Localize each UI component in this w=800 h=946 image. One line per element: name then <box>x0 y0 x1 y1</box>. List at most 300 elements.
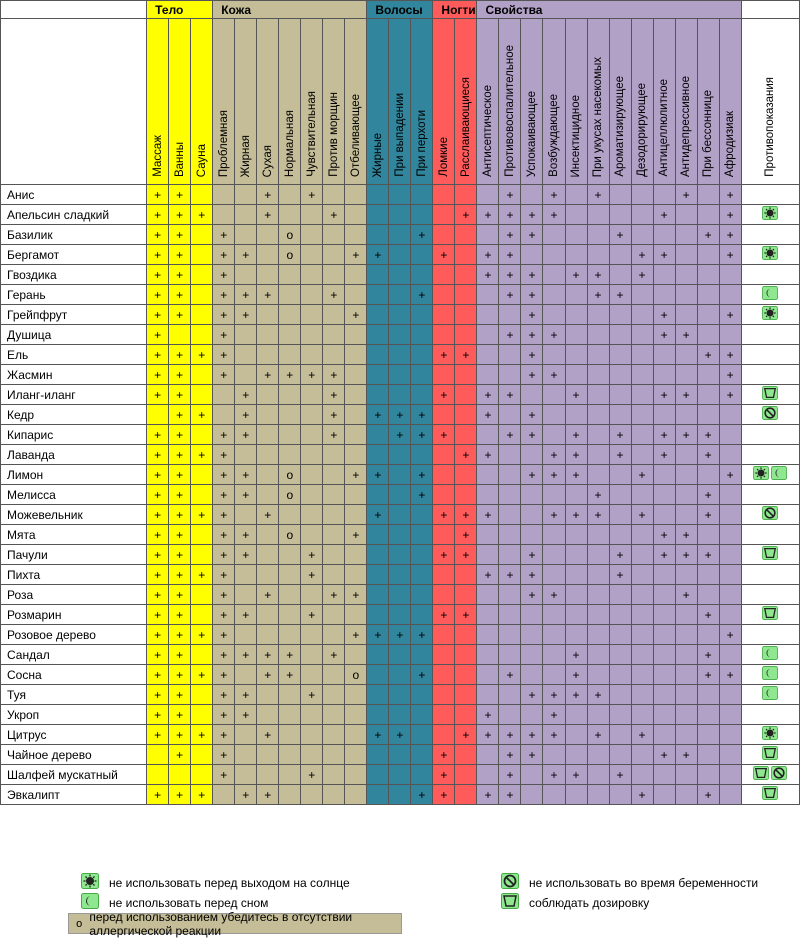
table-cell <box>345 185 367 205</box>
table-cell <box>235 225 257 245</box>
table-cell <box>235 365 257 385</box>
column-header <box>367 19 389 185</box>
table-cell <box>257 405 279 425</box>
column-header <box>697 19 719 185</box>
table-cell <box>675 725 697 745</box>
table-cell <box>609 325 631 345</box>
table-cell <box>565 565 587 585</box>
table-cell <box>279 285 301 305</box>
table-cell: + <box>235 425 257 445</box>
table-cell: + <box>433 765 455 785</box>
table-cell: + <box>257 725 279 745</box>
table-cell: + <box>235 685 257 705</box>
table-cell <box>323 745 345 765</box>
table-cell <box>279 605 301 625</box>
table-cell: + <box>653 425 675 445</box>
table-cell <box>719 565 741 585</box>
group-header: Волосы <box>367 1 433 19</box>
column-header <box>521 19 543 185</box>
table-cell <box>191 705 213 725</box>
table-cell <box>609 245 631 265</box>
table-cell: + <box>675 325 697 345</box>
table-cell <box>191 485 213 505</box>
table-cell <box>301 225 323 245</box>
table-cell <box>631 365 653 385</box>
table-cell <box>631 645 653 665</box>
table-cell <box>301 785 323 805</box>
allergy-mark: o <box>76 917 83 930</box>
table-cell: + <box>169 345 191 365</box>
table-cell <box>433 285 455 305</box>
table-cell <box>301 245 323 265</box>
table-cell <box>521 705 543 725</box>
table-cell: + <box>191 205 213 225</box>
table-cell: + <box>235 305 257 325</box>
table-cell <box>279 345 301 365</box>
table-cell <box>323 485 345 505</box>
table-cell: + <box>169 625 191 645</box>
table-cell <box>565 325 587 345</box>
table-cell <box>697 525 719 545</box>
table-cell: + <box>301 765 323 785</box>
table-cell: + <box>631 465 653 485</box>
table-cell: + <box>653 445 675 465</box>
table-cell: + <box>719 345 741 365</box>
table-cell <box>257 225 279 245</box>
table-cell <box>653 485 675 505</box>
table-cell <box>697 765 719 785</box>
table-cell: + <box>235 705 257 725</box>
table-cell <box>301 305 323 325</box>
table-row <box>1 365 800 385</box>
table-cell <box>675 305 697 325</box>
table-cell: + <box>565 685 587 705</box>
table-cell: + <box>697 425 719 445</box>
table-cell <box>499 645 521 665</box>
table-cell <box>279 625 301 645</box>
table-cell <box>411 345 433 365</box>
table-cell <box>609 345 631 365</box>
table-cell: + <box>389 425 411 445</box>
table-cell <box>257 685 279 705</box>
table-cell <box>213 205 235 225</box>
table-cell: + <box>301 365 323 385</box>
table-cell <box>455 485 477 505</box>
table-cell <box>675 645 697 665</box>
column-header-label: Массаж <box>151 135 164 177</box>
contra-header <box>741 19 799 185</box>
table-cell <box>433 305 455 325</box>
table-cell: + <box>675 585 697 605</box>
oil-name: Розмарин <box>1 605 147 625</box>
table-cell <box>719 265 741 285</box>
table-cell <box>301 505 323 525</box>
oil-name: Пихта <box>1 565 147 585</box>
table-cell: + <box>169 365 191 385</box>
legend-sun-text: не использовать перед выходом на солнце <box>109 875 350 890</box>
table-cell <box>565 485 587 505</box>
table-cell: + <box>697 505 719 525</box>
oil-name: Ель <box>1 345 147 365</box>
table-cell: + <box>213 665 235 685</box>
table-cell <box>345 485 367 505</box>
column-header <box>345 19 367 185</box>
table-cell <box>191 685 213 705</box>
table-cell: + <box>521 725 543 745</box>
table-cell <box>587 525 609 545</box>
table-cell <box>257 385 279 405</box>
table-cell <box>609 205 631 225</box>
table-cell: + <box>411 785 433 805</box>
table-cell <box>499 365 521 385</box>
table-cell <box>323 565 345 585</box>
table-cell <box>345 565 367 585</box>
table-cell: + <box>169 525 191 545</box>
table-cell <box>235 325 257 345</box>
table-cell <box>631 345 653 365</box>
table-cell <box>301 705 323 725</box>
table-cell: + <box>191 785 213 805</box>
table-cell: o <box>345 665 367 685</box>
table-cell: + <box>411 665 433 685</box>
table-cell: + <box>213 565 235 585</box>
table-cell: + <box>697 345 719 365</box>
column-header-label: Успокаивающее <box>525 90 538 177</box>
table-cell <box>279 185 301 205</box>
table-cell: + <box>433 505 455 525</box>
table-cell <box>587 765 609 785</box>
table-cell <box>477 745 499 765</box>
legend-allergy-text: перед использованием убедитесь в отсутствии аллергической реакции <box>89 909 353 938</box>
table-cell: + <box>477 505 499 525</box>
table-cell <box>609 785 631 805</box>
table-cell <box>675 685 697 705</box>
table-cell: + <box>147 425 169 445</box>
table-cell <box>147 405 169 425</box>
table-cell: + <box>257 205 279 225</box>
table-cell <box>719 745 741 765</box>
table-cell <box>697 385 719 405</box>
table-cell: + <box>257 505 279 525</box>
table-cell <box>631 485 653 505</box>
table-cell: + <box>169 605 191 625</box>
table-cell: + <box>411 425 433 445</box>
table-cell: + <box>147 445 169 465</box>
table-cell <box>609 185 631 205</box>
contra-cell <box>741 265 799 285</box>
table-cell <box>169 325 191 345</box>
table-cell <box>477 665 499 685</box>
table-row <box>1 605 800 625</box>
column-header-label: Жирные <box>371 132 384 177</box>
table-cell: + <box>169 565 191 585</box>
table-cell: + <box>235 285 257 305</box>
table-cell <box>367 265 389 285</box>
column-header-label: Инсектицидное <box>570 94 582 177</box>
table-cell <box>587 445 609 465</box>
table-cell <box>235 565 257 585</box>
table-cell <box>235 625 257 645</box>
table-cell <box>367 385 389 405</box>
table-cell: + <box>609 285 631 305</box>
table-cell: + <box>191 505 213 525</box>
table-cell <box>455 265 477 285</box>
table-cell <box>543 225 565 245</box>
table-cell: + <box>543 185 565 205</box>
contra-header-label: Противопоказания <box>764 77 777 177</box>
table-cell <box>191 265 213 285</box>
table-cell <box>653 685 675 705</box>
table-cell <box>345 345 367 365</box>
table-cell <box>697 625 719 645</box>
table-cell: + <box>719 465 741 485</box>
table-cell <box>367 665 389 685</box>
table-cell <box>697 705 719 725</box>
table-cell <box>323 605 345 625</box>
table-cell: + <box>169 445 191 465</box>
table-cell: + <box>499 245 521 265</box>
oil-name: Апельсин сладкий <box>1 205 147 225</box>
table-cell: + <box>235 605 257 625</box>
table-cell: + <box>477 445 499 465</box>
oil-name: Сосна <box>1 665 147 685</box>
table-cell <box>389 525 411 545</box>
table-cell <box>323 765 345 785</box>
table-cell: + <box>169 665 191 685</box>
table-cell <box>521 485 543 505</box>
contra-cell <box>741 305 799 325</box>
table-cell: + <box>433 425 455 445</box>
table-cell: + <box>257 185 279 205</box>
table-row <box>1 245 800 265</box>
group-header: Свойства <box>477 1 741 19</box>
table-cell <box>697 305 719 325</box>
table-cell <box>411 305 433 325</box>
table-cell: + <box>719 185 741 205</box>
table-cell <box>499 705 521 725</box>
table-cell <box>675 445 697 465</box>
column-header-label: Противовоспалительное <box>503 45 516 177</box>
table-cell: + <box>521 305 543 325</box>
column-header-label: Нормальная <box>283 109 296 177</box>
column-header-label: Проблемная <box>217 109 230 177</box>
table-cell <box>653 465 675 485</box>
table-cell <box>543 785 565 805</box>
table-cell: + <box>191 405 213 425</box>
table-cell <box>455 285 477 305</box>
no-pregnancy-icon <box>771 766 787 783</box>
table-cell: + <box>213 325 235 345</box>
table-cell <box>235 745 257 765</box>
table-cell <box>345 285 367 305</box>
table-cell <box>389 605 411 625</box>
table-cell <box>389 785 411 805</box>
column-header-label: При бессоннице <box>702 89 715 177</box>
table-cell <box>697 325 719 345</box>
table-cell: o <box>279 485 301 505</box>
table-cell <box>719 405 741 425</box>
table-cell <box>543 285 565 305</box>
table-cell <box>279 205 301 225</box>
table-cell <box>433 185 455 205</box>
table-cell <box>345 725 367 745</box>
table-cell <box>565 245 587 265</box>
table-cell <box>323 345 345 365</box>
table-cell: + <box>169 745 191 765</box>
table-cell <box>455 245 477 265</box>
column-header-label: При перхоти <box>415 110 428 177</box>
table-cell <box>609 665 631 685</box>
table-cell <box>257 565 279 585</box>
table-cell <box>411 685 433 705</box>
table-cell <box>653 645 675 665</box>
table-cell: + <box>235 545 257 565</box>
table-cell <box>609 365 631 385</box>
contra-cell <box>741 725 799 745</box>
group-header-row <box>1 1 800 19</box>
table-cell: + <box>543 585 565 605</box>
table-cell <box>433 585 455 605</box>
table-cell <box>389 205 411 225</box>
table-cell <box>587 205 609 225</box>
table-cell <box>323 685 345 705</box>
table-row <box>1 665 800 685</box>
table-cell <box>587 705 609 725</box>
table-cell: + <box>565 265 587 285</box>
column-header <box>323 19 345 185</box>
table-row <box>1 305 800 325</box>
table-cell <box>455 645 477 665</box>
table-cell <box>477 465 499 485</box>
table-cell: + <box>147 565 169 585</box>
table-cell: + <box>169 245 191 265</box>
table-cell: + <box>521 405 543 425</box>
table-row <box>1 445 800 465</box>
table-row <box>1 405 800 425</box>
table-cell <box>455 385 477 405</box>
table-cell <box>543 625 565 645</box>
table-cell <box>697 565 719 585</box>
table-cell: + <box>455 445 477 465</box>
table-cell: + <box>631 785 653 805</box>
oil-name: Кипарис <box>1 425 147 445</box>
sun-icon <box>81 873 99 892</box>
table-cell <box>301 725 323 745</box>
table-cell <box>587 785 609 805</box>
table-cell <box>433 705 455 725</box>
table-cell: + <box>169 585 191 605</box>
table-cell <box>367 525 389 545</box>
table-cell: o <box>279 225 301 245</box>
table-cell <box>191 385 213 405</box>
table-cell: + <box>147 725 169 745</box>
table-cell <box>191 325 213 345</box>
table-cell: + <box>301 565 323 585</box>
table-cell <box>345 505 367 525</box>
column-header-label: Отбеливающее <box>349 94 362 177</box>
contra-cell <box>741 685 799 705</box>
table-cell: + <box>191 345 213 365</box>
table-cell <box>323 545 345 565</box>
table-cell: + <box>169 485 191 505</box>
table-cell: + <box>213 625 235 645</box>
table-cell <box>279 385 301 405</box>
table-cell <box>521 665 543 685</box>
table-cell: + <box>455 205 477 225</box>
table-cell: + <box>455 545 477 565</box>
table-cell <box>323 185 345 205</box>
table-cell: + <box>147 605 169 625</box>
table-cell <box>521 625 543 645</box>
table-cell <box>587 345 609 365</box>
table-cell <box>697 685 719 705</box>
table-cell <box>411 505 433 525</box>
table-cell <box>455 305 477 325</box>
table-cell <box>587 305 609 325</box>
table-cell <box>543 545 565 565</box>
table-cell <box>345 405 367 425</box>
dosage-cup-icon <box>501 893 519 912</box>
table-cell: + <box>587 685 609 705</box>
table-cell <box>455 225 477 245</box>
table-cell: + <box>147 625 169 645</box>
table-row <box>1 725 800 745</box>
table-row <box>1 285 800 305</box>
table-cell: + <box>477 725 499 745</box>
table-cell <box>367 445 389 465</box>
table-cell: + <box>235 245 257 265</box>
table-cell <box>565 345 587 365</box>
table-cell <box>433 485 455 505</box>
table-cell <box>235 725 257 745</box>
table-cell <box>433 365 455 385</box>
table-cell: + <box>565 765 587 785</box>
table-cell <box>301 205 323 225</box>
table-cell <box>323 705 345 725</box>
corner-cell <box>1 19 147 185</box>
table-cell <box>675 665 697 685</box>
table-cell <box>499 305 521 325</box>
table-cell: + <box>477 705 499 725</box>
contra-cell <box>741 345 799 365</box>
table-cell <box>675 485 697 505</box>
table-cell <box>345 265 367 285</box>
table-cell <box>609 625 631 645</box>
column-header <box>191 19 213 185</box>
table-cell: + <box>433 605 455 625</box>
table-cell: + <box>389 625 411 645</box>
table-cell <box>521 525 543 545</box>
table-cell <box>147 745 169 765</box>
table-cell <box>257 445 279 465</box>
table-cell: + <box>323 585 345 605</box>
oil-name: Лаванда <box>1 445 147 465</box>
table-cell <box>631 425 653 445</box>
table-cell: + <box>213 305 235 325</box>
table-cell <box>477 185 499 205</box>
table-cell <box>653 365 675 385</box>
table-cell <box>587 665 609 685</box>
table-cell <box>455 365 477 385</box>
table-row <box>1 325 800 345</box>
table-cell: + <box>433 785 455 805</box>
table-cell <box>653 585 675 605</box>
table-cell <box>389 705 411 725</box>
table-cell <box>719 685 741 705</box>
table-cell <box>257 745 279 765</box>
table-cell <box>433 645 455 665</box>
table-cell <box>235 665 257 685</box>
